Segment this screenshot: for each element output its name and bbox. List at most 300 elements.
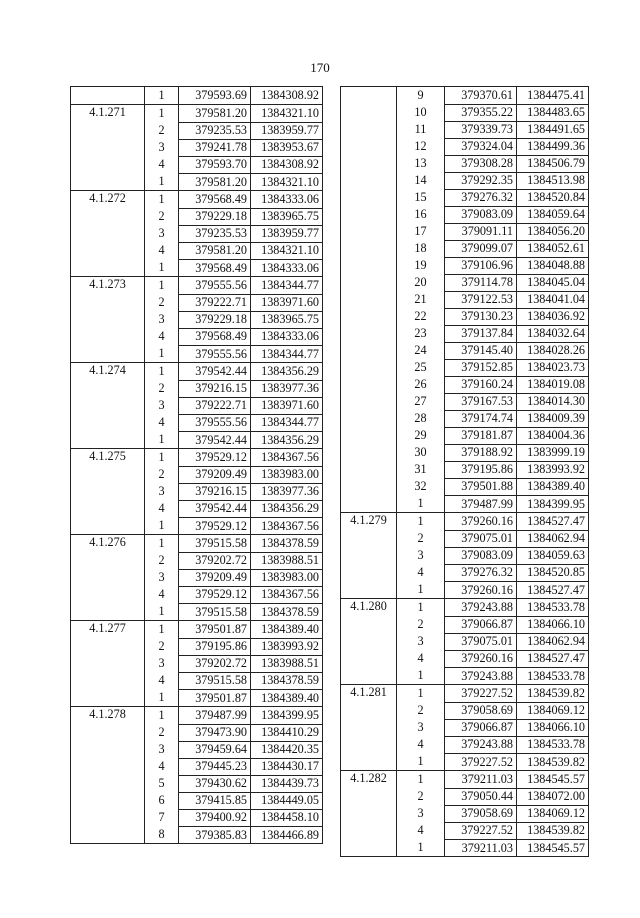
point-number-cell: 32 [397, 478, 445, 495]
y-coordinate-cell: 1384439.73 [251, 775, 323, 792]
x-coordinate-cell: 379235.53 [179, 225, 251, 242]
point-number-cell: 1 [145, 449, 179, 467]
y-coordinate-cell: 1384430.17 [251, 758, 323, 775]
lot-number-cell [71, 345, 145, 363]
table-row [71, 328, 323, 345]
table-row [341, 667, 589, 685]
x-coordinate-cell: 379066.87 [445, 616, 517, 633]
x-coordinate-cell: 379137.84 [445, 325, 517, 342]
x-coordinate-cell: 379555.56 [179, 277, 251, 295]
table-row [341, 291, 589, 308]
x-coordinate-cell: 379501.87 [179, 621, 251, 639]
lot-number-cell: 4.1.282 [341, 771, 397, 789]
lot-number-cell [341, 530, 397, 547]
table-row [341, 376, 589, 393]
point-number-cell: 1 [145, 191, 179, 209]
table-row [341, 223, 589, 240]
lot-number-cell [71, 809, 145, 826]
point-number-cell: 1 [145, 87, 179, 105]
point-number-cell: 2 [145, 380, 179, 397]
point-number-cell: 3 [145, 397, 179, 414]
y-coordinate-cell: 1383959.77 [251, 122, 323, 139]
point-number-cell: 25 [397, 359, 445, 376]
x-coordinate-cell: 379593.69 [179, 87, 251, 105]
lot-number-cell [341, 495, 397, 513]
x-coordinate-cell: 379385.83 [179, 826, 251, 844]
lot-number-cell [341, 291, 397, 308]
point-number-cell: 2 [145, 122, 179, 139]
point-number-cell: 1 [397, 581, 445, 599]
point-number-cell: 3 [145, 139, 179, 156]
lot-number-cell [71, 672, 145, 689]
x-coordinate-cell: 379529.12 [179, 517, 251, 535]
lot-number-cell [341, 257, 397, 274]
table-row [71, 259, 323, 277]
lot-number-cell [341, 805, 397, 822]
y-coordinate-cell: 1384062.94 [517, 530, 589, 547]
table-row [341, 564, 589, 581]
x-coordinate-cell: 379160.24 [445, 376, 517, 393]
x-coordinate-cell: 379445.23 [179, 758, 251, 775]
table-row [71, 621, 323, 639]
y-coordinate-cell: 1383953.67 [251, 139, 323, 156]
table-row [341, 325, 589, 342]
y-coordinate-cell: 1384069.12 [517, 805, 589, 822]
y-coordinate-cell: 1384308.92 [251, 87, 323, 105]
table-row [341, 359, 589, 376]
y-coordinate-cell: 1384072.00 [517, 788, 589, 805]
y-coordinate-cell: 1384321.10 [251, 173, 323, 191]
table-row [71, 500, 323, 517]
x-coordinate-cell: 379241.78 [179, 139, 251, 156]
lot-number-cell: 4.1.278 [71, 707, 145, 725]
lot-number-cell [341, 633, 397, 650]
y-coordinate-cell: 1384399.95 [517, 495, 589, 513]
point-number-cell: 1 [145, 259, 179, 277]
x-coordinate-cell: 379075.01 [445, 530, 517, 547]
table-row [341, 155, 589, 172]
point-number-cell: 2 [145, 294, 179, 311]
point-number-cell: 1 [397, 599, 445, 617]
point-number-cell: 6 [145, 792, 179, 809]
table-row [341, 805, 589, 822]
point-number-cell: 3 [145, 655, 179, 672]
y-coordinate-cell: 1384545.57 [517, 771, 589, 789]
point-number-cell: 1 [397, 495, 445, 513]
lot-number-cell [71, 500, 145, 517]
y-coordinate-cell: 1384378.59 [251, 603, 323, 621]
x-coordinate-cell: 379235.53 [179, 122, 251, 139]
table-row [71, 431, 323, 449]
coordinates-table-right [340, 86, 589, 857]
lot-number-cell [341, 822, 397, 839]
table-row [341, 530, 589, 547]
point-number-cell: 30 [397, 444, 445, 461]
y-coordinate-cell: 1384036.92 [517, 308, 589, 325]
y-coordinate-cell: 1384420.35 [251, 741, 323, 758]
point-number-cell: 1 [145, 431, 179, 449]
point-number-cell: 4 [397, 822, 445, 839]
point-number-cell: 3 [145, 311, 179, 328]
table-row [341, 822, 589, 839]
lot-number-cell: 4.1.274 [71, 363, 145, 381]
x-coordinate-cell: 379529.12 [179, 586, 251, 603]
point-number-cell: 2 [145, 466, 179, 483]
x-coordinate-cell: 379114.78 [445, 274, 517, 291]
y-coordinate-cell: 1384367.56 [251, 517, 323, 535]
point-number-cell: 1 [145, 535, 179, 553]
point-number-cell: 19 [397, 257, 445, 274]
table-row [341, 461, 589, 478]
lot-number-cell [341, 359, 397, 376]
y-coordinate-cell: 1383977.36 [251, 483, 323, 500]
lot-number-cell: 4.1.276 [71, 535, 145, 553]
point-number-cell: 4 [145, 242, 179, 259]
lot-number-cell [341, 839, 397, 857]
x-coordinate-cell: 379292.35 [445, 172, 517, 189]
y-coordinate-cell: 1384004.36 [517, 427, 589, 444]
x-coordinate-cell: 379227.52 [445, 822, 517, 839]
table-row [71, 122, 323, 139]
x-coordinate-cell: 379515.58 [179, 535, 251, 553]
x-coordinate-cell: 379459.64 [179, 741, 251, 758]
lot-number-cell [71, 689, 145, 707]
table-row [71, 638, 323, 655]
y-coordinate-cell: 1383965.75 [251, 311, 323, 328]
point-number-cell: 1 [397, 753, 445, 771]
lot-number-cell [71, 569, 145, 586]
x-coordinate-cell: 379167.53 [445, 393, 517, 410]
point-number-cell: 1 [145, 621, 179, 639]
lot-number-cell [71, 208, 145, 225]
table-row [71, 775, 323, 792]
x-coordinate-cell: 379229.18 [179, 311, 251, 328]
y-coordinate-cell: 1384052.61 [517, 240, 589, 257]
y-coordinate-cell: 1384389.40 [517, 478, 589, 495]
lot-number-cell [341, 138, 397, 155]
y-coordinate-cell: 1383983.00 [251, 569, 323, 586]
lot-number-cell [71, 586, 145, 603]
table-row [341, 495, 589, 513]
point-number-cell: 12 [397, 138, 445, 155]
point-number-cell: 4 [397, 736, 445, 753]
point-number-cell: 4 [145, 758, 179, 775]
x-coordinate-cell: 379568.49 [179, 259, 251, 277]
lot-number-cell [71, 139, 145, 156]
x-coordinate-cell: 379066.87 [445, 719, 517, 736]
point-number-cell: 24 [397, 342, 445, 359]
x-coordinate-cell: 379276.32 [445, 564, 517, 581]
y-coordinate-cell: 1384389.40 [251, 621, 323, 639]
x-coordinate-cell: 379174.74 [445, 410, 517, 427]
point-number-cell: 4 [145, 414, 179, 431]
y-coordinate-cell: 1384028.26 [517, 342, 589, 359]
x-coordinate-cell: 379542.44 [179, 500, 251, 517]
table-row [341, 240, 589, 257]
x-coordinate-cell: 379211.03 [445, 839, 517, 857]
point-number-cell: 1 [397, 667, 445, 685]
point-number-cell: 11 [397, 121, 445, 138]
lot-number-cell: 4.1.272 [71, 191, 145, 209]
lot-number-cell [341, 393, 397, 410]
table-row [71, 707, 323, 725]
x-coordinate-cell: 379075.01 [445, 633, 517, 650]
y-coordinate-cell: 1384545.57 [517, 839, 589, 857]
point-number-cell: 5 [145, 775, 179, 792]
y-coordinate-cell: 1384344.77 [251, 345, 323, 363]
y-coordinate-cell: 1384356.29 [251, 500, 323, 517]
x-coordinate-cell: 379355.22 [445, 104, 517, 121]
x-coordinate-cell: 379581.20 [179, 242, 251, 259]
lot-number-cell [341, 547, 397, 564]
y-coordinate-cell: 1384399.95 [251, 707, 323, 725]
x-coordinate-cell: 379195.86 [445, 461, 517, 478]
y-coordinate-cell: 1384333.06 [251, 191, 323, 209]
point-number-cell: 17 [397, 223, 445, 240]
point-number-cell: 22 [397, 308, 445, 325]
lot-number-cell [341, 410, 397, 427]
x-coordinate-cell: 379568.49 [179, 191, 251, 209]
table-row [71, 156, 323, 173]
x-coordinate-cell: 379122.53 [445, 291, 517, 308]
y-coordinate-cell: 1384308.92 [251, 156, 323, 173]
table-row [71, 345, 323, 363]
y-coordinate-cell: 1384527.47 [517, 513, 589, 531]
y-coordinate-cell: 1384066.10 [517, 719, 589, 736]
table-row [341, 393, 589, 410]
point-number-cell: 21 [397, 291, 445, 308]
table-row [341, 513, 589, 531]
table-row [341, 427, 589, 444]
y-coordinate-cell: 1384367.56 [251, 586, 323, 603]
x-coordinate-cell: 379568.49 [179, 328, 251, 345]
point-number-cell: 23 [397, 325, 445, 342]
lot-number-cell [341, 736, 397, 753]
table-row [71, 414, 323, 431]
lot-number-cell [71, 225, 145, 242]
coordinates-table-left [70, 86, 323, 844]
y-coordinate-cell: 1384458.10 [251, 809, 323, 826]
table-row [341, 410, 589, 427]
lot-number-cell [341, 461, 397, 478]
lot-number-cell [341, 189, 397, 206]
table-row [71, 483, 323, 500]
point-number-cell: 3 [397, 633, 445, 650]
lot-number-cell [71, 431, 145, 449]
lot-number-cell [71, 792, 145, 809]
y-coordinate-cell: 1383999.19 [517, 444, 589, 461]
point-number-cell: 2 [397, 616, 445, 633]
lot-number-cell [71, 294, 145, 311]
lot-number-cell: 4.1.277 [71, 621, 145, 639]
lot-number-cell [71, 87, 145, 105]
point-number-cell: 4 [145, 586, 179, 603]
x-coordinate-cell: 379229.18 [179, 208, 251, 225]
x-coordinate-cell: 379515.58 [179, 603, 251, 621]
y-coordinate-cell: 1384367.56 [251, 449, 323, 467]
x-coordinate-cell: 379222.71 [179, 397, 251, 414]
point-number-cell: 4 [397, 564, 445, 581]
y-coordinate-cell: 1383993.92 [251, 638, 323, 655]
x-coordinate-cell: 379222.71 [179, 294, 251, 311]
point-number-cell: 7 [145, 809, 179, 826]
lot-number-cell [71, 259, 145, 277]
point-number-cell: 4 [145, 328, 179, 345]
x-coordinate-cell: 379339.73 [445, 121, 517, 138]
table-row [71, 724, 323, 741]
table-row [71, 535, 323, 553]
table-row [71, 294, 323, 311]
x-coordinate-cell: 379227.52 [445, 753, 517, 771]
y-coordinate-cell: 1384062.94 [517, 633, 589, 650]
lot-number-cell [341, 172, 397, 189]
point-number-cell: 14 [397, 172, 445, 189]
point-number-cell: 3 [397, 719, 445, 736]
table-row [341, 444, 589, 461]
lot-number-cell [71, 483, 145, 500]
table-row [71, 277, 323, 295]
lot-number-cell [341, 427, 397, 444]
y-coordinate-cell: 1384019.08 [517, 376, 589, 393]
y-coordinate-cell: 1384356.29 [251, 363, 323, 381]
table-row [341, 172, 589, 189]
point-number-cell: 26 [397, 376, 445, 393]
y-coordinate-cell: 1384045.04 [517, 274, 589, 291]
point-number-cell: 1 [397, 685, 445, 703]
lot-number-cell [341, 581, 397, 599]
table-row [71, 397, 323, 414]
x-coordinate-cell: 379227.52 [445, 685, 517, 703]
lot-number-cell [71, 397, 145, 414]
lot-number-cell [341, 104, 397, 121]
point-number-cell: 2 [145, 724, 179, 741]
y-coordinate-cell: 1383993.92 [517, 461, 589, 478]
y-coordinate-cell: 1384449.05 [251, 792, 323, 809]
x-coordinate-cell: 379243.88 [445, 667, 517, 685]
y-coordinate-cell: 1384321.10 [251, 105, 323, 123]
point-number-cell: 18 [397, 240, 445, 257]
y-coordinate-cell: 1384539.82 [517, 685, 589, 703]
x-coordinate-cell: 379324.04 [445, 138, 517, 155]
point-number-cell: 1 [397, 839, 445, 857]
point-number-cell: 1 [145, 277, 179, 295]
table-row [71, 225, 323, 242]
table-row [71, 87, 323, 105]
point-number-cell: 1 [145, 689, 179, 707]
lot-number-cell [71, 156, 145, 173]
lot-number-cell [71, 603, 145, 621]
point-number-cell: 1 [145, 345, 179, 363]
y-coordinate-cell: 1383988.51 [251, 552, 323, 569]
lot-number-cell [341, 788, 397, 805]
lot-number-cell [341, 87, 397, 105]
x-coordinate-cell: 379130.23 [445, 308, 517, 325]
point-number-cell: 2 [397, 702, 445, 719]
lot-number-cell [71, 741, 145, 758]
y-coordinate-cell: 1384466.89 [251, 826, 323, 844]
point-number-cell: 1 [397, 771, 445, 789]
lot-number-cell [341, 616, 397, 633]
y-coordinate-cell: 1384475.41 [517, 87, 589, 105]
table-row [341, 138, 589, 155]
y-coordinate-cell: 1383983.00 [251, 466, 323, 483]
y-coordinate-cell: 1384356.29 [251, 431, 323, 449]
point-number-cell: 28 [397, 410, 445, 427]
y-coordinate-cell: 1383977.36 [251, 380, 323, 397]
point-number-cell: 1 [145, 173, 179, 191]
y-coordinate-cell: 1384389.40 [251, 689, 323, 707]
lot-number-cell [71, 758, 145, 775]
x-coordinate-cell: 379260.16 [445, 513, 517, 531]
lot-number-cell [71, 724, 145, 741]
y-coordinate-cell: 1384048.88 [517, 257, 589, 274]
lot-number-cell [341, 308, 397, 325]
y-coordinate-cell: 1384533.78 [517, 667, 589, 685]
x-coordinate-cell: 379083.09 [445, 206, 517, 223]
lot-number-cell [341, 753, 397, 771]
x-coordinate-cell: 379260.16 [445, 581, 517, 599]
lot-number-cell [71, 517, 145, 535]
x-coordinate-cell: 379430.62 [179, 775, 251, 792]
table-row [341, 274, 589, 291]
x-coordinate-cell: 379188.92 [445, 444, 517, 461]
point-number-cell: 2 [145, 552, 179, 569]
x-coordinate-cell: 379473.90 [179, 724, 251, 741]
table-row [341, 616, 589, 633]
lot-number-cell [71, 328, 145, 345]
point-number-cell: 9 [397, 87, 445, 105]
x-coordinate-cell: 379487.99 [445, 495, 517, 513]
y-coordinate-cell: 1384344.77 [251, 414, 323, 431]
lot-number-cell [71, 414, 145, 431]
point-number-cell: 31 [397, 461, 445, 478]
lot-number-cell [341, 206, 397, 223]
x-coordinate-cell: 379555.56 [179, 345, 251, 363]
y-coordinate-cell: 1384066.10 [517, 616, 589, 633]
y-coordinate-cell: 1384506.79 [517, 155, 589, 172]
y-coordinate-cell: 1384520.84 [517, 189, 589, 206]
point-number-cell: 3 [145, 225, 179, 242]
y-coordinate-cell: 1384539.82 [517, 822, 589, 839]
y-coordinate-cell: 1384491.65 [517, 121, 589, 138]
point-number-cell: 29 [397, 427, 445, 444]
lot-number-cell [71, 466, 145, 483]
x-coordinate-cell: 379209.49 [179, 466, 251, 483]
lot-number-cell [71, 173, 145, 191]
page-number: 170 [310, 60, 330, 75]
lot-number-cell [341, 240, 397, 257]
table-row [341, 788, 589, 805]
point-number-cell: 20 [397, 274, 445, 291]
x-coordinate-cell: 379145.40 [445, 342, 517, 359]
table-row [341, 599, 589, 617]
y-coordinate-cell: 1384527.47 [517, 581, 589, 599]
point-number-cell: 3 [397, 805, 445, 822]
table-row [71, 139, 323, 156]
y-coordinate-cell: 1384059.63 [517, 547, 589, 564]
lot-number-cell [341, 478, 397, 495]
y-coordinate-cell: 1384009.39 [517, 410, 589, 427]
x-coordinate-cell: 379106.96 [445, 257, 517, 274]
table-row [71, 672, 323, 689]
y-coordinate-cell: 1384056.20 [517, 223, 589, 240]
y-coordinate-cell: 1384499.36 [517, 138, 589, 155]
point-number-cell: 15 [397, 189, 445, 206]
lot-number-cell [341, 274, 397, 291]
x-coordinate-cell: 379058.69 [445, 702, 517, 719]
table-row [341, 308, 589, 325]
lot-number-cell: 4.1.280 [341, 599, 397, 617]
